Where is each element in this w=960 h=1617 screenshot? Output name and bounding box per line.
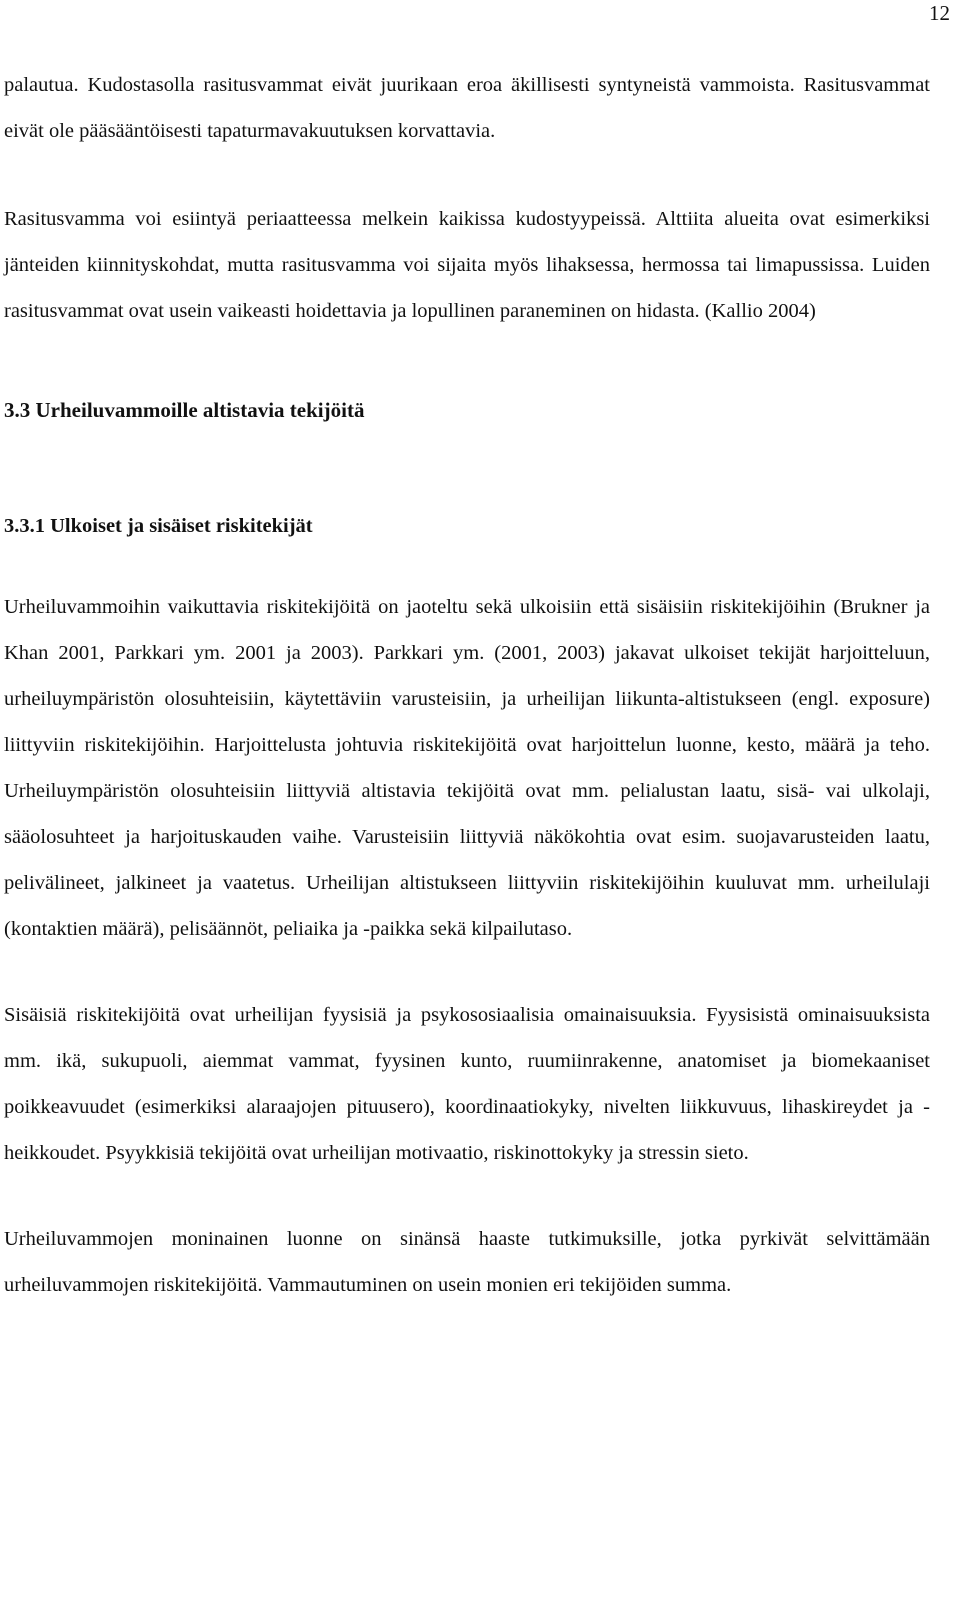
- paragraph-kudostyypit: Rasitusvamma voi esiintyä periaatteessa melkein kaikissa kudostyypeissä. Alttiita alueita ovat esimerkiksi jänteiden kiinnityskohdat, mutta rasitusvamma voi sijaita myös lihaksessa, hermossa tai limapussissa. Luiden rasitusvammat ovat usein vaikeasti hoidettavia ja lopullinen paraneminen on hidasta. (Kallio 2004): [4, 208, 930, 322]
- page-number: 12: [929, 1, 950, 25]
- paragraph-ulkoiset-riskitekijat: Urheiluvammoihin vaikuttavia riskitekijöitä on jaoteltu sekä ulkoisiin että sisäisiin riskitekijöihin (Brukner ja Khan 2001, Parkkari ym. 2001 ja 2003). Parkkari ym. (2001, 2003) jakavat ulkoiset tekijät harjoitteluun, urheiluympäristön olosuhteisiin, käytettäviin varusteisiin, ja urheilijan liikunta-altistukseen (engl. exposure) liittyviin riskitekijöihin. Harjoittelusta johtuvia riskitekijöitä ovat harjoittelun luonne, kesto, määrä ja teho. Urheiluympäristön olosuhteisiin liittyviä altistavia tekijöitä ovat mm. pelialustan laatu, sisä- vai ulkolaji, sääolosuhteet ja harjoituskauden vaihe. Varusteisiin liittyviä näkökohtia ovat esim. suojavarusteiden laatu, pelivälineet, jalkineet ja vaatetus. Urheilijan altistukseen liittyviin riskitekijöihin kuuluvat mm. urheilulaji (kontaktien määrä), pelisäännöt, peliaika ja -paikka sekä kilpailutaso.: [4, 596, 930, 940]
- section-heading: 3.3 Urheiluvammoille altistavia tekijöitä: [4, 398, 365, 422]
- paragraph-moninainen-luonne: Urheiluvammojen moninainen luonne on sinänsä haaste tutkimuksille, jotka pyrkivät selvittämään urheiluvammojen riskitekijöitä. Vammautuminen on usein monien eri tekijöiden summa.: [4, 1228, 930, 1296]
- document-body: [4, 62, 930, 1308]
- paragraph-rasitusvammat-intro: palautua. Kudostasolla rasitusvammat eivät juurikaan eroa äkillisesti syntyneistä vammoista. Rasitusvammat eivät ole pääsääntöisesti tapaturmavakuutuksen korvattavia.: [4, 74, 930, 142]
- subsection-heading: 3.3.1 Ulkoiset ja sisäiset riskitekijät: [4, 515, 313, 537]
- paragraph-sisaiset-riskitekijat: Sisäisiä riskitekijöitä ovat urheilijan fyysisiä ja psykososiaalisia omainaisuuksia. Fyysisistä ominaisuuksista mm. ikä, sukupuoli, aiemmat vammat, fyysinen kunto, ruumiinrakenne, anatomiset ja biomekaaniset poikkeavuudet (esimerkiksi alaraajojen pituusero), koordinaatiokyky, nivelten liikkuvuus, lihaskireydet ja -heikkoudet. Psyykkisiä tekijöitä ovat urheilijan motivaatio, riskinottokyky ja stressin sieto.: [4, 1004, 930, 1164]
